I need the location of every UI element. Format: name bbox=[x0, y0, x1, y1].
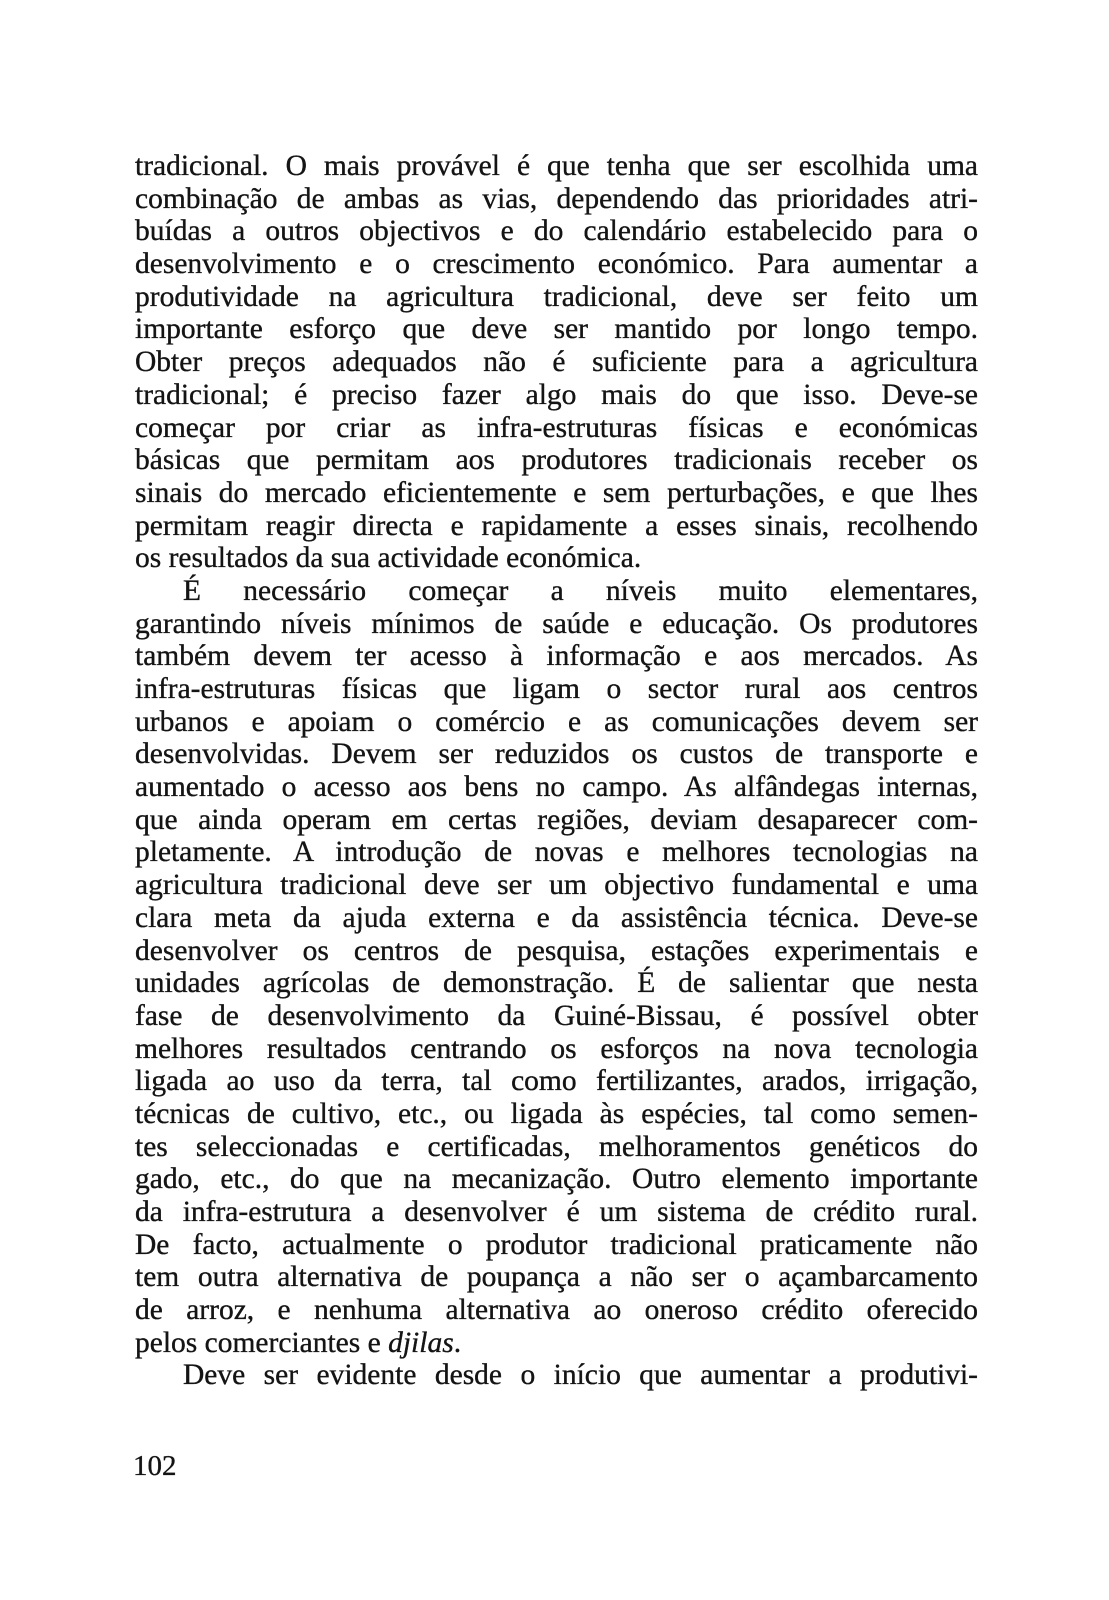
text-line bbox=[135, 836, 978, 869]
text-segment: garantindo níveis mínimos de saúde e educação. Os produtores bbox=[135, 607, 978, 640]
body-text bbox=[135, 150, 978, 1392]
text-segment: Obter preços adequados não é suficiente para a agricultura bbox=[135, 346, 978, 379]
text-segment: que ainda operam em certas regiões, deviam desaparecer com- bbox=[135, 803, 978, 836]
text-line bbox=[135, 477, 978, 510]
text-line bbox=[135, 1065, 978, 1098]
text-line bbox=[135, 412, 978, 445]
text-line bbox=[135, 379, 978, 412]
text-line bbox=[135, 575, 978, 608]
text-segment: melhores resultados centrando os esforços na nova tecnologia bbox=[135, 1032, 978, 1065]
text-segment: aumentado o acesso aos bens no campo. As alfândegas internas, bbox=[135, 771, 978, 804]
text-segment: buídas a outros objectivos e do calendário estabelecido para o bbox=[135, 215, 978, 248]
text-segment: desenvolvidas. Devem ser reduzidos os custos de transporte e bbox=[135, 738, 978, 771]
text-line bbox=[135, 1098, 978, 1131]
text-segment: produtividade na agricultura tradicional, deve ser feito um bbox=[135, 280, 978, 313]
text-line bbox=[135, 1359, 978, 1392]
text-segment: tem outra alternativa de poupança a não ser o açambarcamento bbox=[135, 1261, 978, 1294]
text-line bbox=[135, 1163, 978, 1196]
text-line bbox=[135, 215, 978, 248]
text-segment: de arroz, e nenhuma alternativa ao oneroso crédito oferecido bbox=[135, 1294, 978, 1327]
italic-term: djilas bbox=[388, 1326, 454, 1359]
text-line bbox=[135, 281, 978, 314]
text-line bbox=[135, 771, 978, 804]
text-segment: agricultura tradicional deve ser um objectivo fundamental e uma bbox=[135, 869, 978, 902]
text-segment: É necessário começar a níveis muito elementares, bbox=[183, 574, 978, 607]
page-number: 102 bbox=[133, 1450, 177, 1482]
text-line bbox=[135, 1327, 978, 1360]
text-segment: tes seleccionadas e certificadas, melhoramentos genéticos do bbox=[135, 1130, 978, 1163]
text-line bbox=[135, 1196, 978, 1229]
text-segment: unidades agrícolas de demonstração. É de salientar que nesta bbox=[135, 967, 978, 1000]
text-segment: tradicional. O mais provável é que tenha que ser escolhida uma bbox=[135, 150, 978, 182]
text-segment: pletamente. A introdução de novas e melhores tecnologias na bbox=[135, 836, 978, 869]
text-line bbox=[135, 1033, 978, 1066]
text-line bbox=[135, 510, 978, 543]
text-segment: os resultados da sua actividade económica. bbox=[135, 542, 642, 575]
text-line bbox=[135, 542, 978, 575]
text-segment: importante esforço que deve ser mantido por longo tempo. bbox=[135, 313, 978, 346]
text-line bbox=[135, 444, 978, 477]
text-segment: sinais do mercado eficientemente e sem perturbações, e que lhes bbox=[135, 476, 978, 509]
text-segment: fase de desenvolvimento da Guiné-Bissau, é possível obter bbox=[135, 999, 978, 1032]
text-line bbox=[135, 608, 978, 641]
text-segment: . bbox=[453, 1326, 462, 1359]
text-line bbox=[135, 1000, 978, 1033]
text-segment: clara meta da ajuda externa e da assistência técnica. Deve-se bbox=[135, 901, 978, 934]
text-segment: De facto, actualmente o produtor tradicional praticamente não bbox=[135, 1228, 978, 1261]
text-segment: começar por criar as infra-estruturas físicas e económicas bbox=[135, 411, 978, 444]
text-line bbox=[135, 706, 978, 739]
text-segment: Deve ser evidente desde o início que aumentar a produtivi- bbox=[183, 1359, 978, 1392]
text-segment: permitam reagir directa e rapidamente a esses sinais, recolhendo bbox=[135, 509, 978, 542]
text-line bbox=[135, 313, 978, 346]
text-line bbox=[135, 738, 978, 771]
text-line bbox=[135, 248, 978, 281]
text-segment: gado, etc., do que na mecanização. Outro elemento importante bbox=[135, 1163, 978, 1196]
text-line bbox=[135, 967, 978, 1000]
text-line bbox=[135, 1229, 978, 1262]
text-segment: desenvolver os centros de pesquisa, estações experimentais e bbox=[135, 934, 978, 967]
text-segment: desenvolvimento e o crescimento económico. Para aumentar a bbox=[135, 248, 978, 281]
text-line bbox=[135, 804, 978, 837]
text-segment: básicas que permitam aos produtores tradicionais receber os bbox=[135, 444, 978, 477]
text-line bbox=[135, 1294, 978, 1327]
text-segment: combinação de ambas as vias, dependendo das prioridades atri- bbox=[135, 182, 978, 215]
text-segment: ligada ao uso da terra, tal como fertilizantes, arados, irrigação, bbox=[135, 1065, 978, 1098]
text-line bbox=[135, 346, 978, 379]
text-line bbox=[135, 673, 978, 706]
text-segment: também devem ter acesso à informação e aos mercados. As bbox=[135, 640, 978, 673]
text-segment: pelos comerciantes e bbox=[135, 1326, 389, 1359]
text-line bbox=[135, 1131, 978, 1164]
text-segment: urbanos e apoiam o comércio e as comunicações devem ser bbox=[135, 705, 978, 738]
text-line bbox=[135, 640, 978, 673]
text-line bbox=[135, 935, 978, 968]
text-line bbox=[135, 183, 978, 216]
text-line bbox=[135, 1261, 978, 1294]
text-line bbox=[135, 902, 978, 935]
text-line bbox=[135, 150, 978, 183]
text-segment: técnicas de cultivo, etc., ou ligada às espécies, tal como semen- bbox=[135, 1097, 978, 1130]
text-segment: infra-estruturas físicas que ligam o sector rural aos centros bbox=[135, 673, 978, 705]
text-line bbox=[135, 869, 978, 902]
text-segment: tradicional; é preciso fazer algo mais do que isso. Deve-se bbox=[135, 378, 978, 411]
text-segment: da infra-estrutura a desenvolver é um sistema de crédito rural. bbox=[135, 1196, 978, 1228]
